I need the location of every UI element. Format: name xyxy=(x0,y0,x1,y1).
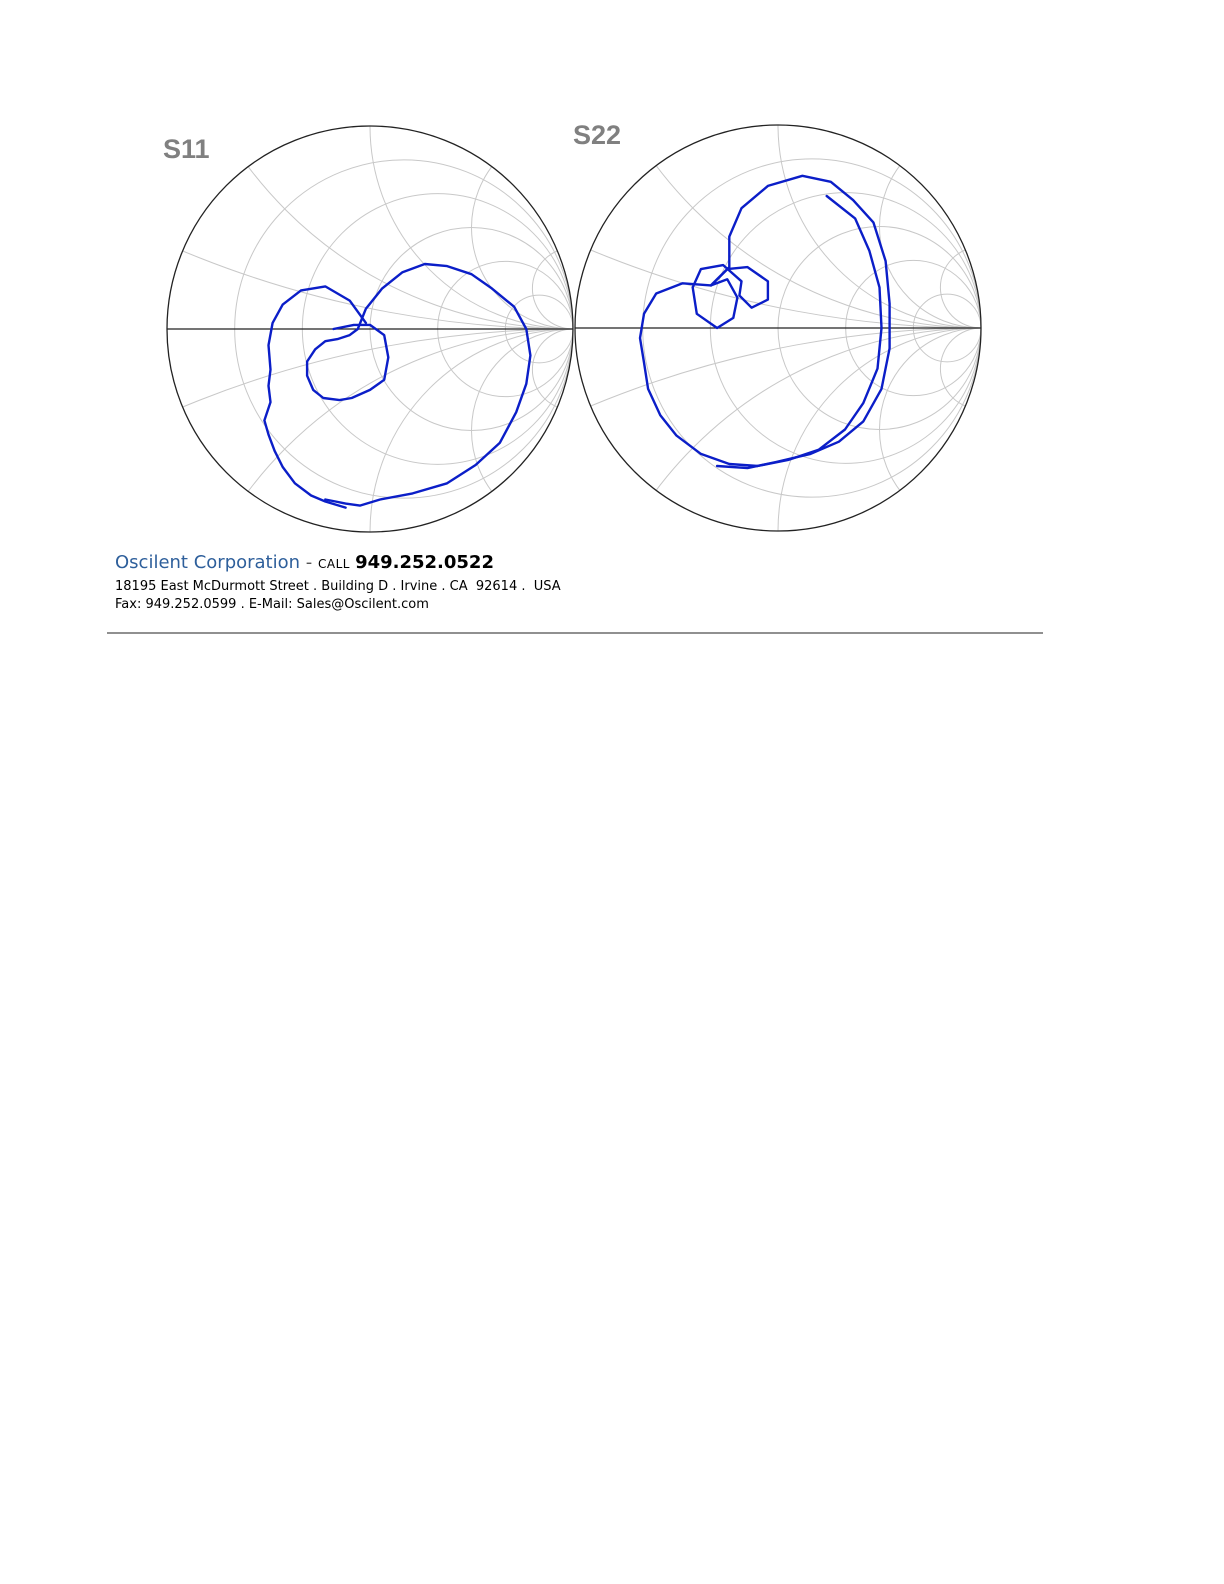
reactance-arc-2 xyxy=(472,126,675,329)
smith-grid xyxy=(0,0,1224,560)
s22-smith-chart xyxy=(0,0,1224,560)
separator: - xyxy=(300,552,318,573)
trace-group xyxy=(264,264,530,508)
reactance-arc-0.2 xyxy=(0,0,1224,328)
reactance-arc--0.5 xyxy=(575,328,1224,560)
reactance-arc-0.2 xyxy=(0,0,1224,329)
smith-charts-figure xyxy=(0,0,1224,560)
reactance-arc--2 xyxy=(880,328,1083,531)
company-address: 18195 East McDurmott Street . Building D . Irvine . CA 92614 . USA xyxy=(115,579,561,594)
phone-number: 949.252.0522 xyxy=(355,552,494,573)
reflection-trace-1 xyxy=(307,264,530,506)
reflection-trace-1 xyxy=(711,176,890,468)
reactance-arc-0.5 xyxy=(575,0,1224,328)
footer-divider xyxy=(107,632,1043,634)
s11-smith-chart xyxy=(0,0,1224,560)
company-name: Oscilent Corporation xyxy=(115,552,301,573)
reactance-arc-2 xyxy=(880,125,1083,328)
reactance-arc-0.5 xyxy=(167,0,979,329)
s22-chart-title: S22 xyxy=(573,120,622,150)
reactance-arc--0.5 xyxy=(167,329,979,560)
company-contact-line xyxy=(115,552,561,578)
call-label: CALL xyxy=(318,557,350,571)
fax-email-line: Fax: 949.252.0599 . E-Mail: Sales@Oscilent.com xyxy=(115,597,429,612)
reactance-arc-1 xyxy=(778,0,1184,328)
company-footer xyxy=(115,552,561,614)
smith-grid xyxy=(0,0,1224,560)
s11-chart-title: S11 xyxy=(163,134,210,164)
reactance-arc--1 xyxy=(778,328,1184,560)
